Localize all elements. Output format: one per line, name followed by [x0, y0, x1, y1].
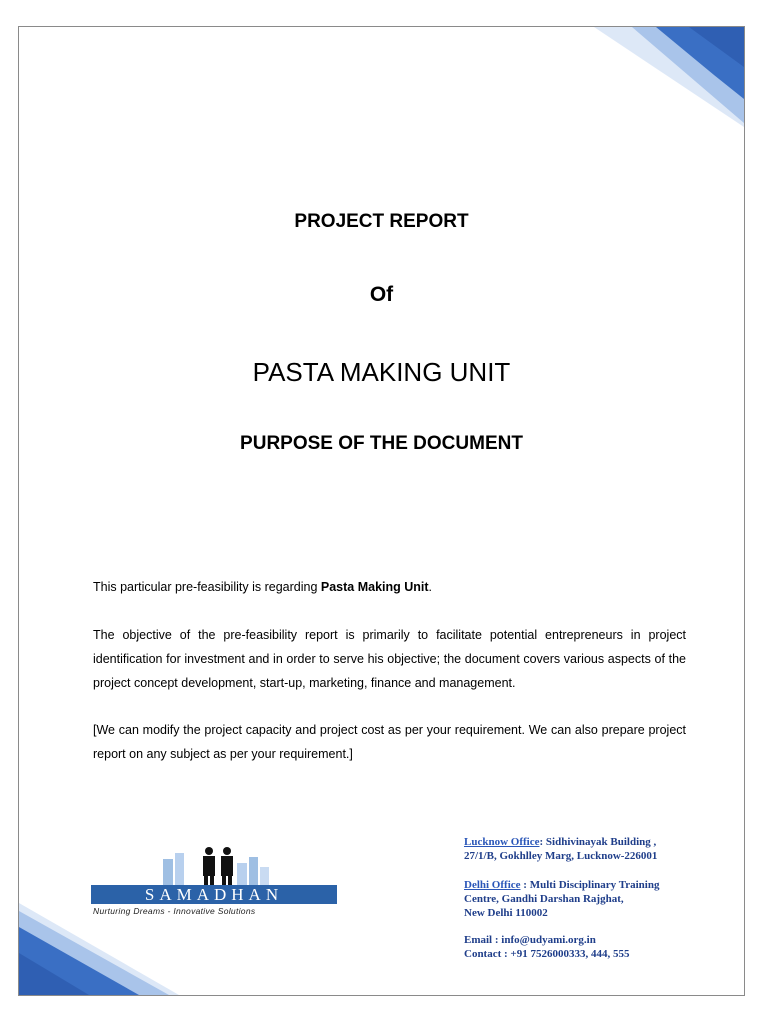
lucknow-line-1	[464, 835, 734, 849]
lucknow-office-address	[464, 835, 734, 863]
skyline-people-icon	[161, 845, 271, 885]
intro-prefix: This particular pre-feasibility is regarding	[93, 580, 321, 594]
delhi-address-3: New Delhi 110002	[464, 907, 548, 919]
paragraph-objective: The objective of the pre-feasibility report is primarily to facilitate potential entrepreneurs in project identification for investment and in order to serve his objective; the document covers various aspects of the project concept development, start-up, marketing, finance and management.	[93, 628, 686, 690]
lucknow-address-1: Sidhivinayak Building ,	[545, 836, 657, 848]
title-of: Of	[369, 283, 394, 306]
delhi-line-1	[464, 878, 734, 892]
intro-bold-subject: Pasta Making Unit	[320, 580, 429, 594]
paragraph-intro	[93, 575, 686, 599]
logo-tagline: Nurturing Dreams - Innovative Solutions	[93, 906, 256, 916]
delhi-address-1: Multi Disciplinary Training	[529, 879, 660, 891]
delhi-separator: :	[520, 879, 530, 891]
document-page	[18, 26, 745, 996]
intro-suffix: .	[428, 580, 433, 594]
section-heading-purpose: PURPOSE OF THE DOCUMENT	[240, 433, 523, 454]
delhi-office-label: Delhi Office	[464, 879, 521, 891]
corner-decoration-bottom-left	[19, 903, 179, 995]
phone-line: Contact : +91 7526000333, 444, 555	[464, 948, 630, 960]
lucknow-office-label: Lucknow Office	[464, 836, 540, 848]
lucknow-separator: :	[539, 836, 546, 848]
paragraph-modify-note: [We can modify the project capacity and project cost as per your requirement. We can also prepare project report on any subject as per your requirement.]	[93, 723, 686, 761]
delhi-office-address	[464, 878, 734, 920]
contact-details	[464, 933, 734, 961]
delhi-address-2: Centre, Gandhi Darshan Rajghat,	[464, 893, 624, 905]
title-project-report: PROJECT REPORT	[294, 211, 469, 232]
lucknow-address-2: 27/1/B, Gokhlley Marg, Lucknow-226001	[464, 850, 658, 862]
email-line: Email : info@udyami.org.in	[464, 934, 596, 946]
title-unit-name: PASTA MAKING UNIT	[252, 357, 511, 387]
corner-decoration-top-right	[594, 27, 744, 127]
logo-wordmark: SAMADHAN	[91, 885, 337, 904]
